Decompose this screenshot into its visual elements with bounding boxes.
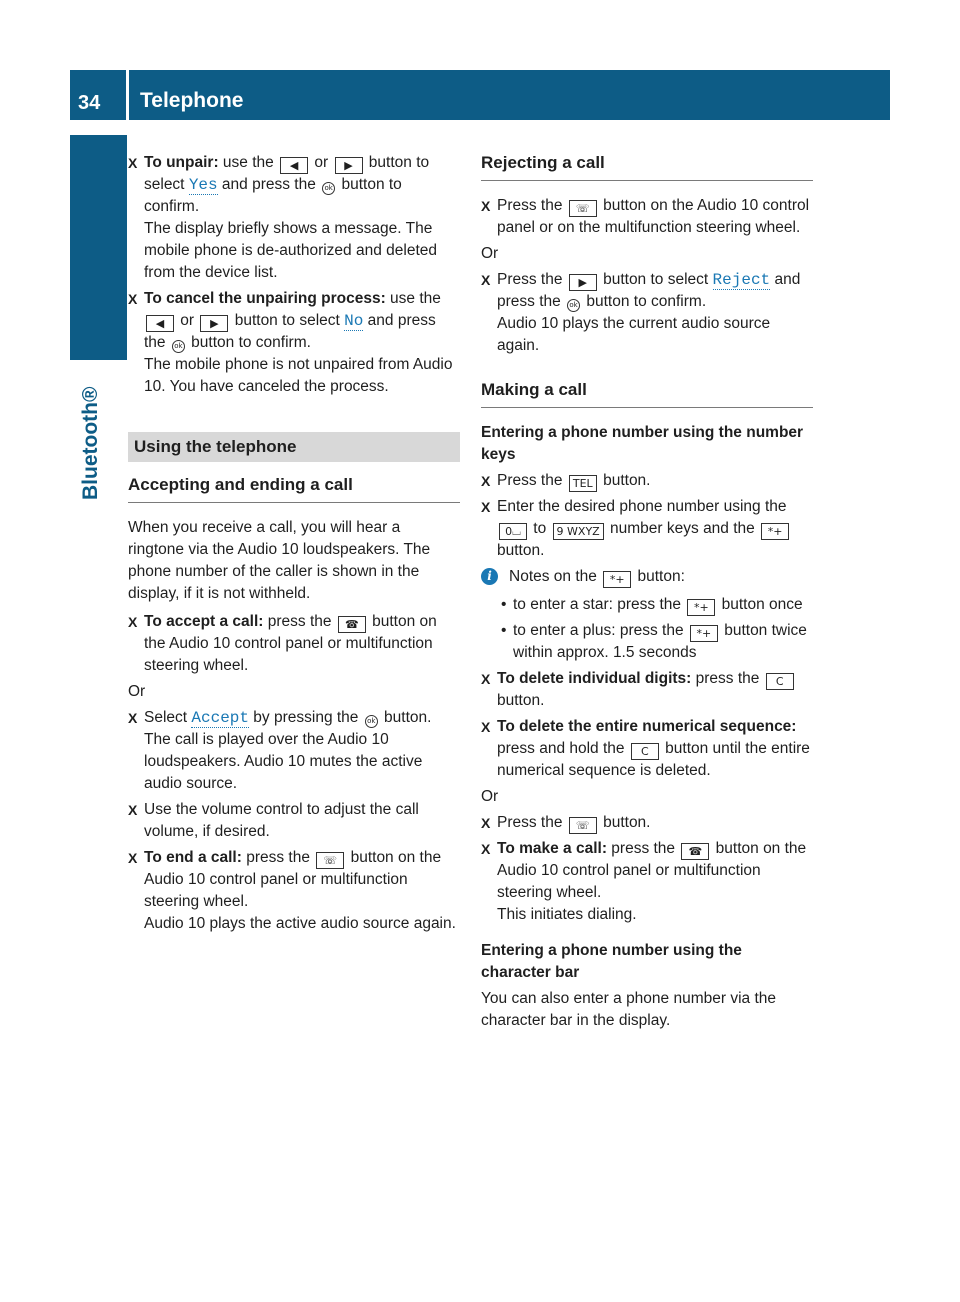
left-arrow-key-icon: ◀	[146, 315, 174, 332]
step-enter-number: X Enter the desired phone number using the 0⌴ to 9 WXYZ number keys and the *+ button.	[481, 496, 813, 562]
step-arrow-icon: X	[128, 614, 138, 630]
step-arrow-icon: X	[128, 710, 138, 726]
page-number: 34	[78, 92, 101, 114]
left-column	[128, 152, 460, 939]
bullet-icon: •	[501, 622, 507, 639]
step-end-call: X To end a call: press the ☏ button on the Audio 10 control panel or multifunction steering wheel. Audio 10 plays the active audio source again.	[128, 849, 456, 932]
side-tab	[70, 135, 127, 360]
display-text-accept: Accept	[191, 709, 249, 727]
accept-call-key-icon: ☎	[338, 616, 366, 633]
step-select-accept: X Select Accept by pressing the ok button. The call is played over the Audio 10 loudspeakers. Audio 10 mutes the active audio source.	[128, 709, 432, 792]
clear-key-icon: C	[766, 673, 794, 690]
step-result: Audio 10 plays the current audio source again.	[497, 315, 771, 354]
step-cancel-unpairing: X To cancel the unpairing process: use the ◀ or ▶ button to select No and press the ok button to confirm. The mobile phone is not unpaired from Audio 10. You have canceled the process.	[128, 290, 453, 395]
step-arrow-icon: X	[128, 291, 138, 307]
end-call-key-icon: ☏	[569, 200, 597, 217]
step-result: The call is played over the Audio 10 loudspeakers. Audio 10 mutes the active audio source.	[144, 731, 423, 792]
step-result: The display briefly shows a message. The mobile phone is de-authorized and deleted from the device list.	[144, 220, 437, 281]
step-make-call: X To make a call: press the ☎ button on the Audio 10 control panel or multifunction steering wheel. This initiates dialing.	[481, 840, 807, 923]
star-key-icon: *+	[761, 523, 789, 540]
nine-key-icon: 9 WXYZ	[553, 523, 604, 540]
header-separator	[126, 70, 129, 120]
note-star-button: i Notes on the *+ button:	[481, 566, 813, 588]
zero-key-icon: 0⌴	[499, 523, 527, 540]
intro-paragraph: When you receive a call, you will hear a ringtone via the Audio 10 loudspeakers. The phone number of the caller is shown in the display, if it is not withheld.	[128, 519, 431, 602]
info-icon: i	[481, 568, 498, 585]
sub-enter-plus: • to enter a plus: press the *+ button twice within approx. 1.5 seconds	[501, 622, 807, 661]
step-result: The mobile phone is not unpaired from Audio 10. You have canceled the process.	[144, 356, 453, 395]
bullet-icon: •	[501, 596, 507, 613]
step-arrow-icon: X	[481, 671, 491, 687]
left-arrow-key-icon: ◀	[280, 157, 308, 174]
heading-making-call: Making a call	[481, 379, 813, 408]
star-key-icon: *+	[690, 625, 718, 642]
step-result: This initiates dialing.	[497, 906, 637, 923]
star-key-icon: *+	[603, 571, 631, 588]
step-reject-button: X Press the ☏ button on the Audio 10 control panel or on the multifunction steering wheel.	[481, 197, 810, 236]
step-unpair: X To unpair: use the ◀ or ▶ button to select Yes and press the ok button to confirm. The display briefly shows a message. The mobile phone is de-authorized and deleted from the device list.	[128, 154, 437, 281]
accept-call-key-icon: ☎	[681, 843, 709, 860]
end-call-key-icon: ☏	[316, 852, 344, 869]
heading-character-bar: Entering a phone number using the character bar	[481, 942, 742, 981]
section-heading-using-telephone: Using the telephone	[128, 432, 460, 462]
step-arrow-icon: X	[481, 473, 491, 489]
step-arrow-icon: X	[481, 499, 491, 515]
or-text: Or	[481, 788, 499, 805]
display-text-reject: Reject	[712, 271, 771, 289]
side-chapter-label: Bluetooth®	[79, 386, 102, 500]
end-call-key-icon: ☏	[569, 817, 597, 834]
step-volume: X Use the volume control to adjust the call volume, if desired.	[128, 801, 419, 840]
step-press-tel: X Press the TEL button.	[481, 472, 651, 490]
step-accept-call: X To accept a call: press the ☎ button on the Audio 10 control panel or multifunction steering wheel.	[128, 613, 437, 674]
ok-button-icon: ok	[567, 299, 580, 312]
ok-button-icon: ok	[322, 182, 335, 195]
step-arrow-icon: X	[481, 198, 491, 214]
star-key-icon: *+	[687, 599, 715, 616]
ok-button-icon: ok	[172, 340, 185, 353]
step-arrow-icon: X	[481, 719, 491, 735]
tel-key-icon: TEL	[569, 475, 597, 492]
right-arrow-key-icon: ▶	[200, 315, 228, 332]
or-text: Or	[128, 683, 146, 700]
right-column	[481, 152, 813, 1038]
heading-rejecting-call: Rejecting a call	[481, 152, 813, 181]
step-arrow-icon: X	[128, 802, 138, 818]
right-arrow-key-icon: ▶	[335, 157, 363, 174]
step-arrow-icon: X	[128, 850, 138, 866]
heading-accepting-ending-call: Accepting and ending a call	[128, 474, 460, 503]
sub-enter-star: • to enter a star: press the *+ button once	[501, 596, 803, 614]
heading-number-keys: Entering a phone number using the number keys	[481, 424, 804, 463]
step-arrow-icon: X	[481, 272, 491, 288]
clear-key-icon: C	[631, 743, 659, 760]
step-result: Audio 10 plays the active audio source again.	[144, 915, 456, 932]
step-arrow-icon: X	[481, 841, 491, 857]
step-select-reject: X Press the ▶ button to select Reject and press the ok button to confirm. Audio 10 plays the current audio source again.	[481, 271, 801, 354]
page-title: Telephone	[140, 89, 244, 112]
ok-button-icon: ok	[365, 715, 378, 728]
character-bar-paragraph: You can also enter a phone number via the character bar in the display.	[481, 990, 776, 1029]
right-arrow-key-icon: ▶	[569, 274, 597, 291]
step-press-end: X Press the ☏ button.	[481, 814, 651, 832]
or-text: Or	[481, 245, 499, 262]
display-text-yes: Yes	[188, 176, 218, 194]
display-text-no: No	[344, 312, 364, 330]
step-arrow-icon: X	[481, 815, 491, 831]
step-delete-digit: X To delete individual digits: press the C button.	[481, 668, 813, 712]
step-arrow-icon: X	[128, 155, 138, 171]
step-delete-all: X To delete the entire numerical sequence: press and hold the C button until the entire numerical sequence is deleted.	[481, 718, 810, 779]
